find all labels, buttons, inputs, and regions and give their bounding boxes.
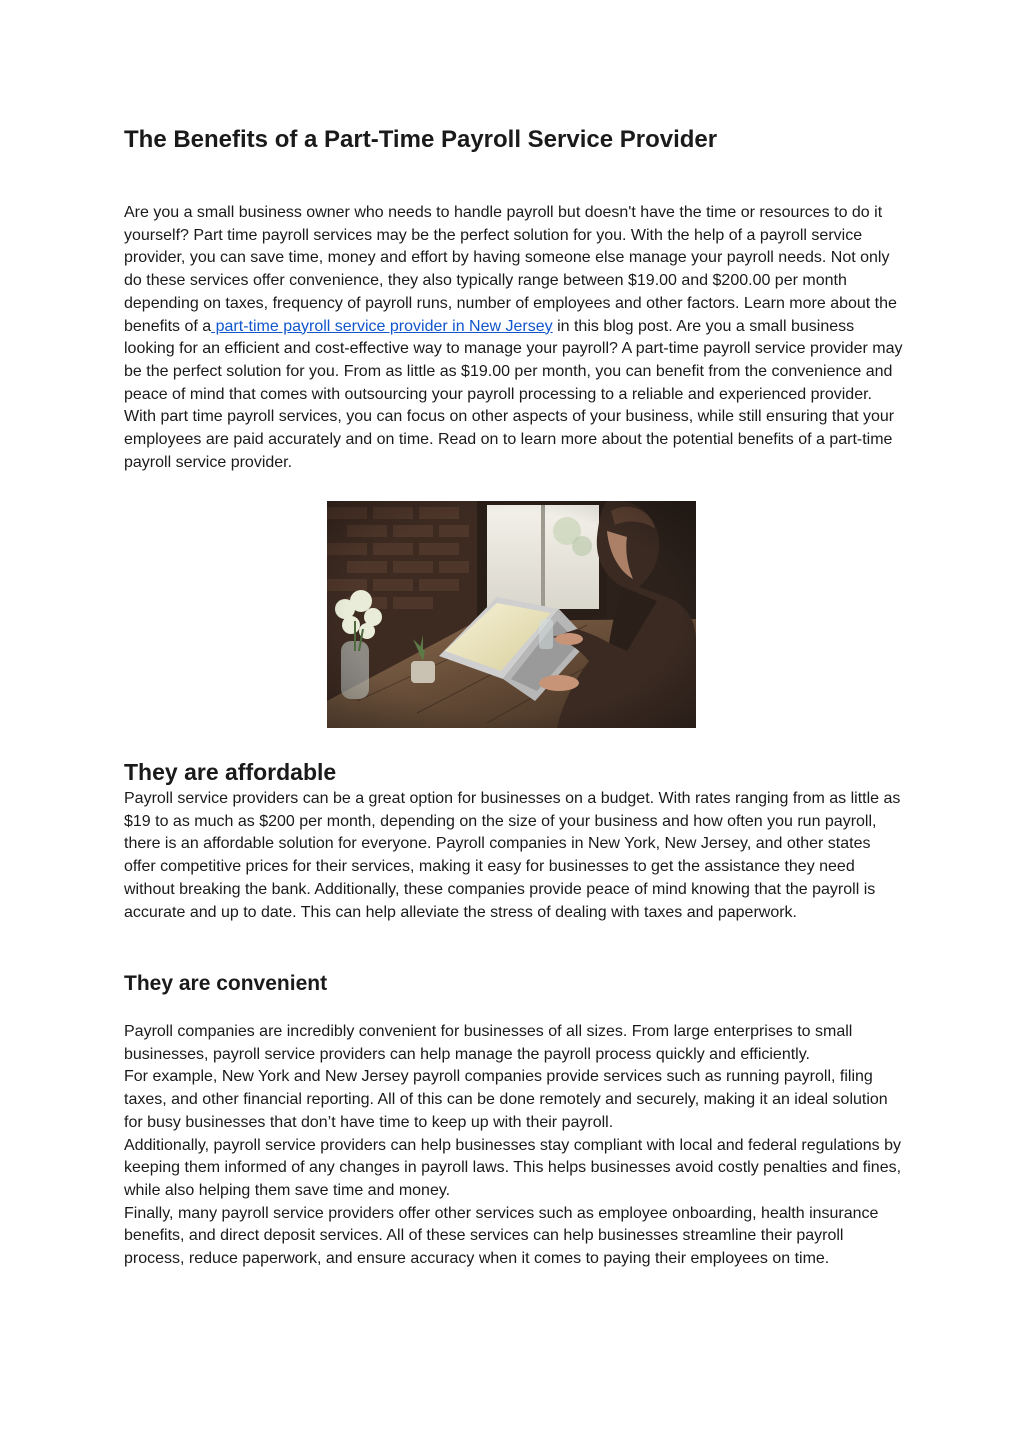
page-title: The Benefits of a Part-Time Payroll Service Provider [124,126,718,153]
convenient-paragraph-1: Payroll companies are incredibly convenient for businesses of all sizes. From large enterprises to small businesses, payroll service providers can help manage the payroll process quickly and efficiently. [124,1023,853,1063]
intro-text-after-link: in this blog post. Are you a small business looking for an efficient and cost-effective way to manage your payroll? A part-time payroll service provider may be the perfect solution for you. From as little as $19.00 per month, you can benefit from the convenience and peace of mind that comes with outsourcing your payroll processing to a reliable and experienced provider. With part time payroll services, you can focus on other aspects of your business, while still ensuring that your employees are paid accurately and on time. Read on to learn more about the potential benefits of a part-time payroll service provider. [124,317,903,471]
convenient-paragraph-4: Finally, many payroll service providers offer other services such as employee onboarding, health insurance benefits, and direct deposit services. All of these services can help businesses streamline their payroll process, reduce paperwork, and ensure accuracy when it comes to paying their employees on time. [124,1204,879,1268]
section-convenient-body [124,1021,904,1271]
man-at-laptop-image [327,501,696,728]
affordable-paragraph: Payroll service providers can be a great option for businesses on a budget. With rates ranging from as little as $19 to as much as $200 per month, depending on the size of your business and how often you run payroll, there is an affordable solution for everyone. Payroll companies in New York, New Jersey, and other states offer competitive prices for their services, making it easy for businesses to get the assistance they need without breaking the bank. Additionally, these companies provide peace of mind knowing that the payroll is accurate and up to date. This can help alleviate the stress of dealing with taxes and paperwork. [124,790,901,921]
new-jersey-payroll-link[interactable]: part-time payroll service provider in New Jersey [211,317,553,335]
intro-text-before-link: Are you a small business owner who needs to handle payroll but doesn't have the time or resources to do it yourself? Part time payroll services may be the perfect solution for you. With the help of a payroll service provider, you can save time, money and effort by having someone else manage your payroll needs. Not only do these services offer convenience, they also typically range between $19.00 and $200.00 per month depending on taxes, frequency of payroll runs, number of employees and other factors. Learn more about the benefits of a [124,204,897,335]
section-heading-convenient: They are convenient [124,972,328,995]
convenient-paragraph-3: Additionally, payroll service providers can help businesses stay compliant with local and federal regulations by keeping them informed of any changes in payroll laws. This helps businesses avoid costly penalties and fines, while also helping them save time and money. [124,1136,902,1199]
intro-paragraph [124,202,904,474]
section-affordable-body [124,788,904,924]
convenient-paragraph-2: For example, New York and New Jersey payroll companies provide services such as running payroll, filing taxes, and other financial reporting. All of this can be done remotely and securely, making it an ideal solution for busy businesses that don’t have time to keep up with their payroll. [124,1068,888,1131]
article-photo [327,501,696,728]
section-heading-affordable: They are affordable [124,759,337,785]
